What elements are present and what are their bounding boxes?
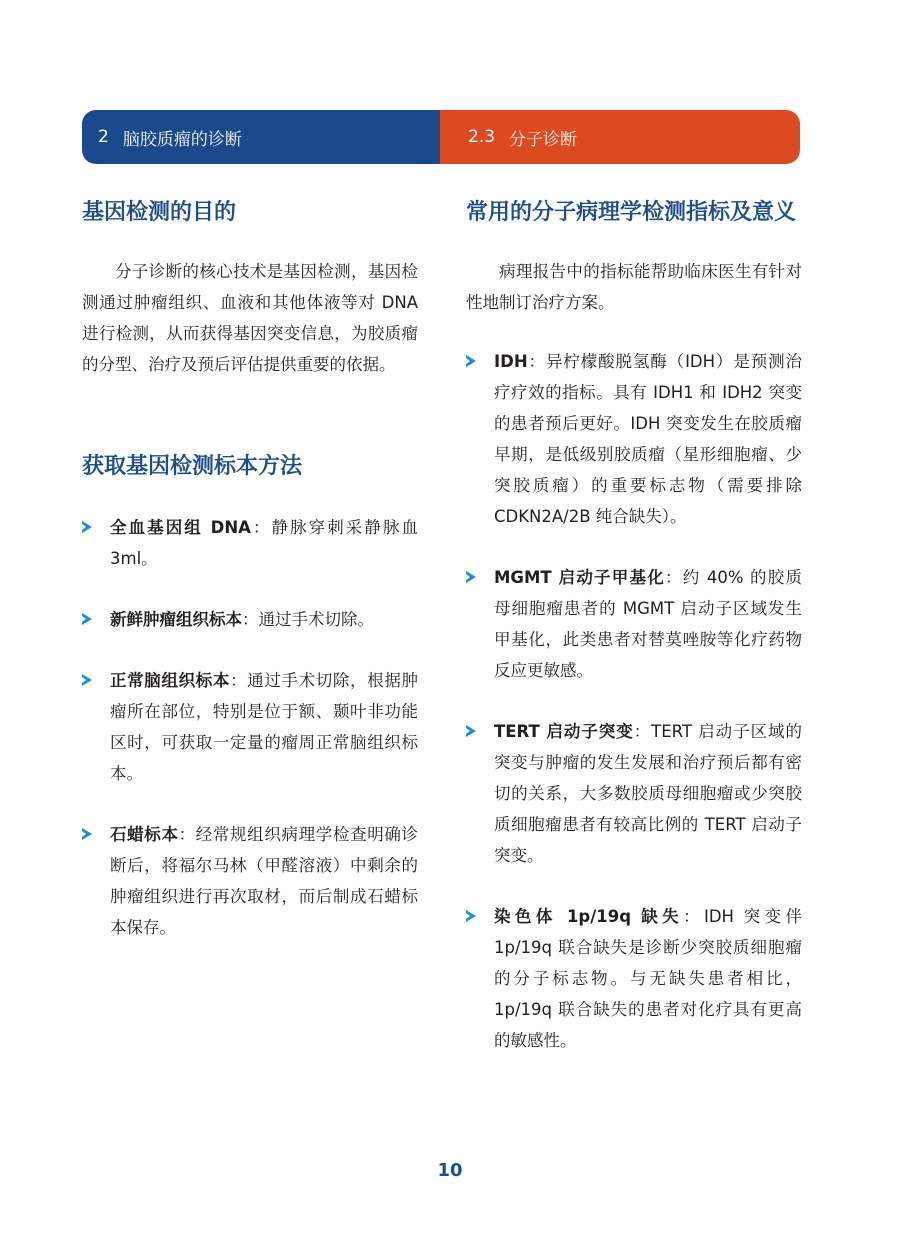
paragraph-molecular-markers: 病理报告中的指标能帮助临床医生有针对性地制订治疗方案。: [466, 262, 802, 312]
chapter-tab: [82, 110, 440, 164]
chapter-number: 2: [98, 127, 109, 147]
right-column: [466, 196, 802, 1056]
list-item-text: ：异柠檬酸脱氢酶（IDH）是预测治疗疗效的指标。具有 IDH1 和 IDH2 突变的患者预后更好。IDH 突变发生在胶质瘤早期，是低级别胶质瘤（星形细胞瘤、少突胶质瘤）的重要标志物（需要排除 CDKN2A/2B 纯合缺失）。: [494, 352, 802, 526]
list-item: [82, 604, 418, 635]
heading-test-purpose: 基因检测的目的: [82, 200, 237, 225]
section-tab: [440, 110, 800, 164]
heading-specimen-methods: 获取基因检测标本方法: [82, 454, 303, 479]
list-item: [466, 562, 802, 686]
list-item-text: ：TERT 启动子区域的突变与肿瘤的发生发展和治疗预后都有密切的关系，大多数胶质母细胞瘤或少突胶质细胞瘤患者有较高比例的 TERT 启动子突变。: [494, 722, 802, 865]
list-item: [82, 819, 418, 943]
chevron-right-icon: [82, 828, 92, 840]
page-number: 10: [437, 1160, 463, 1181]
list-item-text: ：静脉穿刺采静脉血3ml。: [110, 518, 419, 568]
chevron-right-icon: [466, 355, 476, 367]
chevron-right-icon: [82, 613, 92, 625]
chapter-title: 脑胶质瘤的诊断: [122, 129, 242, 150]
chevron-right-icon: [466, 725, 476, 737]
list-item-text: ：通过手术切除，根据肿瘤所在部位，特别是位于额、颞叶非功能区时，可获取一定量的瘤周正常脑组织标本。: [110, 671, 419, 783]
list-item-term: TERT 启动子突变: [494, 722, 634, 741]
section-number: 2.3: [468, 127, 496, 147]
list-item-term: 石蜡标本: [110, 825, 179, 844]
list-item-text: ：约 40% 的胶质母细胞瘤患者的 MGMT 启动子区域发生甲基化，此类患者对替莫唑胺等化疗药物反应更敏感。: [494, 568, 802, 680]
chevron-right-icon: [466, 910, 476, 922]
list-item-term: 染色体 1p/19q 缺失: [494, 907, 684, 926]
list-item-term: IDH: [494, 352, 528, 371]
list-item: [466, 901, 802, 1056]
chevron-right-icon: [466, 571, 476, 583]
list-item: [466, 716, 802, 871]
list-item: [466, 346, 802, 532]
chevron-right-icon: [82, 521, 92, 533]
list-item-text: ：通过手术切除。: [242, 610, 374, 629]
list-item-term: 新鲜肿瘤组织标本: [110, 610, 242, 629]
section-title: 分子诊断: [509, 129, 578, 150]
heading-molecular-markers: 常用的分子病理学检测指标及意义: [466, 200, 797, 225]
left-column: [82, 196, 418, 943]
list-item-term: MGMT 启动子甲基化: [494, 568, 665, 587]
list-item-term: 正常脑组织标本: [110, 671, 231, 690]
list-item: [82, 665, 418, 789]
list-item-text: ：IDH 突变伴 1p/19q 联合缺失是诊断少突胶质细胞瘤的分子标志物。与无缺失患者相比，1p/19q 联合缺失的患者对化疗具有更高的敏感性。: [494, 907, 802, 1050]
chevron-right-icon: [82, 674, 92, 686]
list-item-text: ：经常规组织病理学检查明确诊断后，将福尔马林（甲醛溶液）中剩余的肿瘤组织进行再次取材，而后制成石蜡标本保存。: [110, 825, 419, 937]
list-item-term: 全血基因组 DNA: [110, 518, 251, 537]
section-banner: [82, 110, 800, 164]
list-item: [82, 512, 418, 574]
paragraph-test-purpose: 分子诊断的核心技术是基因检测，基因检测通过肿瘤组织、血液和其他体液等对 DNA 进行检测，从而获得基因突变信息，为胶质瘤的分型、治疗及预后评估提供重要的依据。: [82, 262, 418, 374]
